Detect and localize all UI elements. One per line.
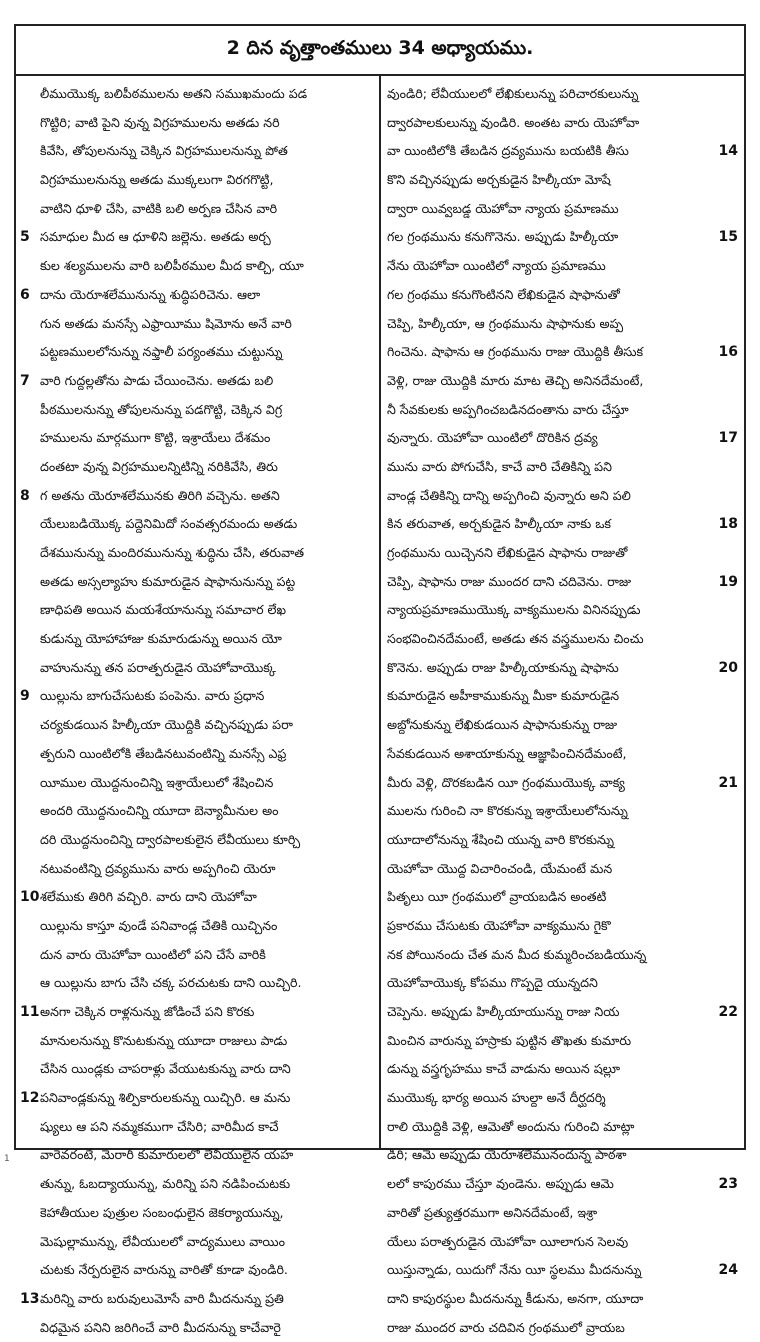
line-text: గొట్టిరి; వాటి పైని వున్న విగ్రహములను అతడు నరి <box>40 114 280 130</box>
line-text: త్పరుని యింటిలోకి తేబడినటువంటిన్ని మనస్సే ఎఫ్ర <box>40 745 287 761</box>
line-text: వున్నారు. యెహోవా యింటిలో దొరికిన ద్రవ్య <box>387 430 598 446</box>
line-text: దాను యెరూశలేమునున్ను శుద్ధిపరిచెను. ఆలా <box>40 286 261 302</box>
line-text: నీ సేవకులకు అప్పగించబడినదంతాను వారు చేస్తూ <box>387 401 629 417</box>
text-line <box>20 166 375 195</box>
line-text: గల గ్రంథము కనుగొంటినని లేఖికుడైన షాఫానుతో <box>387 286 620 302</box>
line-text: మరిన్ని వారు బరువులుమోసే వారి మీదనున్ను ప్రతి <box>40 1290 284 1306</box>
text-line <box>385 797 740 826</box>
text-line <box>385 969 740 998</box>
verse-number: 20 <box>718 659 738 676</box>
line-text: ణాధిపతి అయిన మయశేయానున్ను సమాచార లేఖ <box>40 602 286 618</box>
text-line <box>20 1314 375 1342</box>
verse-number: 16 <box>718 344 738 361</box>
line-text: గించెను. షాఫాను ఆ గ్రంథమును రాజు యొద్దికి తీసుక <box>387 344 644 360</box>
line-text: వెళ్లి, రాజు యొద్దికి మారు మాట తెచ్చి అనినదేమంటే, <box>387 372 644 388</box>
text-line <box>20 195 375 224</box>
line-text: మానులనున్ను కొనుటకున్ను యూదా రాజులు పాడు <box>40 1032 288 1048</box>
verse-number: 8 <box>20 487 30 504</box>
line-text: రాలి యొద్దికి వెళ్లి, ఆమెతో అందును గురించి మాట్లా <box>387 1118 635 1134</box>
line-text: ములను గురించి నా కొరకున్ను ఇశ్రాయేలులోనున్ను <box>387 803 628 819</box>
verse-number: 5 <box>20 229 30 246</box>
text-line <box>385 1027 740 1056</box>
left-column <box>16 76 381 1335</box>
text-line <box>20 998 375 1027</box>
line-text: డున్ను వస్త్రగృహము కాచే వాడును అయిన షల్లూ <box>387 1061 621 1077</box>
verse-number: 17 <box>718 430 738 447</box>
text-line <box>385 510 740 539</box>
line-text: చేసిన యిండ్లకు చాపరాళ్లు వేయుటకున్ను వారు దాని <box>40 1061 291 1077</box>
text-line <box>385 137 740 166</box>
line-text: దేశమునున్ను మందిరమునున్ను శుద్ధిను చేసి, తరువాత <box>40 545 305 560</box>
line-text: వారి గుద్దల్లతోను పాడు చేయించెను. అతడు బలి <box>40 372 274 388</box>
line-text: వాండ్ల చేతికిన్ని దాన్ని అప్పగించి వున్నారు అని పలి <box>387 487 631 503</box>
footer-mark: 1 <box>4 1154 10 1164</box>
line-text: యిల్లును కాస్తూ వుండే పనివాండ్ల చేతికి యిచ్చినం <box>40 917 278 933</box>
line-text: దున వారు యెహోవా యింటిలో పని చేసే వారికి <box>40 946 266 962</box>
line-text: విగ్రహములనున్ను అతడు ముక్కలుగా విరగగొట్టి, <box>40 172 274 188</box>
line-text: గున అతడు మనస్సే ఎఫ్రాయీము షిమోను అనే వారి <box>40 315 292 331</box>
text-line <box>385 482 740 511</box>
line-text: నటువంటిన్ని ద్రవ్యమును వారు అప్పగించి యెరూ <box>40 860 276 876</box>
text-line <box>385 883 740 912</box>
line-text: పనివాండ్లకున్ను శిల్పికారులకున్ను యిచ్చిరి. ఆ మను <box>40 1090 291 1106</box>
text-line <box>20 883 375 912</box>
text-line <box>20 769 375 798</box>
text-line <box>20 137 375 166</box>
right-column <box>381 76 744 1335</box>
line-text: గ్రంథమును యిచ్చెనని లేఖికుడైన షాఫాను రాజుతో <box>387 545 628 560</box>
line-text: యేలుబడియొక్క పద్దెనిమిదో సంవత్సరమందు అతడు <box>40 516 298 532</box>
text-line <box>20 969 375 998</box>
text-line <box>20 654 375 683</box>
text-line <box>20 80 375 109</box>
line-text: వారితో ప్రత్యుత్తరముగా అనినదేమంటే, ఇశ్రా <box>387 1204 598 1220</box>
text-line <box>20 453 375 482</box>
text-line <box>385 1084 740 1113</box>
text-line <box>385 568 740 597</box>
text-line <box>20 826 375 855</box>
verse-number: 19 <box>718 573 738 590</box>
text-line <box>385 166 740 195</box>
verse-number: 7 <box>20 372 30 389</box>
line-text: యిస్తున్నాడు, యిదుగో నేను యీ స్థలము మీదనున్ను <box>387 1262 642 1278</box>
line-text: కివేసి, తోపులనున్ను చెక్కిన విగ్రహములనున్ను పోత <box>40 143 288 159</box>
text-line <box>20 1084 375 1113</box>
text-line <box>20 596 375 625</box>
text-line <box>20 1055 375 1084</box>
line-text: కుడున్ను యోహాహాజు కుమారుడున్ను అయిన యో <box>40 631 282 647</box>
line-text: మించిన వారున్ను హస్రాకు పుట్టిన తొఖతు కుమారు <box>387 1032 632 1048</box>
line-text: సమాధుల మీద ఆ ధూళిని జల్లెను. అతడు అర్చ <box>40 229 271 245</box>
text-line <box>20 310 375 339</box>
text-line <box>385 252 740 281</box>
line-text: న్యాయప్రమాణముయొక్క వాక్యములను వినినప్పుడు <box>387 602 641 618</box>
line-text: వాటిని ధూళి చేసి, వాటికి బలి అర్పణ చేసిన వారి <box>40 200 278 216</box>
text-line <box>385 1199 740 1228</box>
line-text: ముయొక్క భార్య అయిన హుల్దా అనే దీర్ఘదర్శి <box>387 1090 606 1106</box>
line-text: ఆ యిల్లును బాగు చేసి చక్క పరచుటకు దాని యిచ్చిరి. <box>40 975 302 991</box>
line-text: ష్యులు ఆ పని నమ్మకముగా చేసిరి; వారిమీద కాచే <box>40 1118 279 1134</box>
text-line <box>385 1314 740 1342</box>
line-text: పట్టణములలోనున్ను నఫ్తాలీ పర్యంతము చుట్టున్ను <box>40 344 283 360</box>
line-text: హములను మార్గముగా కొట్టి, ఇశ్రాయేలు దేశమం <box>40 430 271 446</box>
verse-number: 11 <box>20 1004 40 1020</box>
text-line <box>385 1285 740 1314</box>
text-line <box>20 482 375 511</box>
text-line <box>385 80 740 109</box>
line-text: అనగా చెక్కిన రాళ్లనున్ను జోడించే పని కొరకు <box>40 1004 255 1019</box>
line-text: యెహోవా యొద్ద విచారించండి, యేమంటే మన <box>387 860 613 876</box>
line-text: దంతటా వున్న విగ్రహములన్నిటిన్ని నరికివేసి, తిరు <box>40 458 278 474</box>
line-text: దరి యొద్దనుంచిన్ని ద్వారపాలకులైన లేవీయులు కూర్చి <box>40 831 301 847</box>
text-line <box>385 1113 740 1142</box>
text-line <box>20 109 375 138</box>
line-text: యీముల యొద్దనుంచిన్ని ఇశ్రాయేలులో శేషించిన <box>40 774 274 790</box>
text-line <box>20 740 375 769</box>
verse-number: 9 <box>20 688 30 705</box>
text-line <box>385 1228 740 1257</box>
line-text: సేవకుడయిన అశాయాకున్ను ఆజ్ఞాపించినదేమంటే, <box>387 745 627 761</box>
text-line <box>20 941 375 970</box>
text-line <box>20 539 375 568</box>
line-text: మెషుల్లామున్ను, లేవీయులలో వాద్యములు వాయిం <box>40 1233 285 1249</box>
text-line <box>20 396 375 425</box>
text-line <box>20 424 375 453</box>
line-text: చర్యకుడయిన హిల్కీయా యొద్దికి వచ్చినప్పుడు పరా <box>40 717 293 733</box>
text-line <box>385 539 740 568</box>
text-line <box>20 682 375 711</box>
line-text: లీముయొక్క బలిపీఠములను అతని సముఖమందు పడ <box>40 86 308 101</box>
line-text: అందరి యొద్దనుంచిన్ని యూదా బెన్యామీనుల అం <box>40 803 279 819</box>
verse-number: 13 <box>20 1290 40 1307</box>
line-text: అబ్దోనుకున్ను లేఖికుడయిన షాఫానుకున్ను రాజు <box>387 717 618 733</box>
line-text: వాహునున్ను తన పరాత్పరుడైన యెహోవాయొక్క <box>40 659 276 675</box>
line-text: కుమారుడైన అహీకాముకున్ను మీకా కుమారుడైన <box>387 688 620 704</box>
text-line <box>20 625 375 654</box>
verse-number: 15 <box>718 229 738 246</box>
text-line <box>385 711 740 740</box>
text-line <box>20 1228 375 1257</box>
text-line <box>20 281 375 310</box>
line-text: పీఠములనున్ను తోపులనున్ను పడగొట్టి, చెక్కిన విగ్ర <box>40 401 283 417</box>
line-text: వా యింటిలోకి తేబడిన ద్రవ్యమును బయటికి తీసు <box>387 143 629 159</box>
text-line <box>385 769 740 798</box>
verse-number: 12 <box>20 1090 40 1107</box>
text-line <box>20 252 375 281</box>
text-line <box>385 338 740 367</box>
line-text: చెప్పెను. అప్పుడు హిల్కీయాయున్ను రాజు నియ <box>387 1004 620 1019</box>
line-text: లలో కాపురము చేస్తూ వుండెను. అప్పుడు ఆమె <box>387 1176 614 1192</box>
text-line <box>385 281 740 310</box>
text-line <box>385 596 740 625</box>
line-text: కొని వచ్చినప్పుడు అర్చకుడైన హిల్కీయా మోషే <box>387 172 611 188</box>
text-line <box>385 109 740 138</box>
text-line <box>20 711 375 740</box>
line-text: ప్రకారము చేసుటకు యెహోవా వాక్యమును గైకొ <box>387 917 611 933</box>
line-text: కిన తరువాత, అర్చకుడైన హిల్కీయా నాకు ఒక <box>387 516 611 532</box>
text-line <box>385 1256 740 1285</box>
line-text: అతడు అస్సల్యాహు కుమారుడైన షాఫానునున్ను పట్ట <box>40 573 296 589</box>
text-line <box>385 396 740 425</box>
page-title: 2 దిన వృత్తాంతములు 34 అధ్యాయము. <box>226 36 534 59</box>
verse-number: 14 <box>718 143 738 160</box>
line-text: వుండిరి; లేవీయులలో లేఖికులున్ను పరిచారకులున్ను <box>387 86 639 101</box>
line-text: నక పోయినందు చేత మన మీద కుమ్మరించబడియున్న <box>387 946 647 962</box>
line-text: తున్ను, ఓబద్యాయున్ను, మరిన్ని పని నడిపించుటకు <box>40 1176 291 1192</box>
line-text: సంభవించినదేమంటే, అతడు తన వస్త్రములను చించు <box>387 631 644 647</box>
text-line <box>20 223 375 252</box>
verse-number: 23 <box>718 1176 738 1193</box>
line-text: శలేముకు తిరిగి వచ్చిరి. వారు దాని యెహోవా <box>40 889 257 905</box>
text-line <box>385 998 740 1027</box>
text-line <box>20 1027 375 1056</box>
text-line <box>385 310 740 339</box>
text-line <box>385 1170 740 1199</box>
line-text: డిరి; ఆమె అప్పుడు యెరూశలేమునందున్న పాఠశా <box>387 1147 627 1163</box>
text-line <box>385 453 740 482</box>
line-text: యిల్లును బాగుచేసుటకు పంపెను. వారు ప్రధాన <box>40 688 265 704</box>
line-text: కుల శల్యములను వారి బలిపీఠముల మీద కాల్చి, యూ <box>40 258 304 274</box>
line-text: దాని కాపురస్థుల మీదనున్ను కీడును, అనగా, యూదా <box>387 1290 644 1306</box>
text-line <box>20 367 375 396</box>
text-line <box>20 338 375 367</box>
line-text: యెహోవాయొక్క కోపము గొప్పదై యున్నదని <box>387 975 598 991</box>
text-line <box>20 797 375 826</box>
text-line <box>385 195 740 224</box>
verse-number: 22 <box>718 1004 738 1020</box>
text-line <box>20 1199 375 1228</box>
line-text: కెహాతీయుల పుత్రుల సంబంధులైన జెకర్యాయున్ను, <box>40 1204 284 1220</box>
text-line <box>385 682 740 711</box>
text-line <box>20 1285 375 1314</box>
text-line <box>385 855 740 884</box>
text-line <box>385 826 740 855</box>
line-text: గల గ్రంథమును కనుగొనెను. అప్పుడు హిల్కీయా <box>387 229 619 245</box>
line-text: పితృలు యీ గ్రంథములో వ్రాయబడిన అంతటి <box>387 889 607 905</box>
text-line <box>385 654 740 683</box>
text-line <box>20 1170 375 1199</box>
text-line <box>20 510 375 539</box>
text-line <box>385 424 740 453</box>
line-text: నేను యెహోవా యింటిలో న్యాయ ప్రమాణము <box>387 258 606 274</box>
text-line <box>20 1256 375 1285</box>
verse-number: 6 <box>20 286 30 303</box>
line-text: చెప్పి, హిల్కీయా, ఆ గ్రంథమును షాఫానుకు అప్ప <box>387 315 624 331</box>
text-line <box>385 1055 740 1084</box>
line-text: ద్వారా యివ్వబడ్డ యెహోవా న్యాయ ప్రమాణము <box>387 200 619 216</box>
text-line <box>385 740 740 769</box>
line-text: యూదాలోనున్ను శేషించి యున్న వారి కొరకున్ను <box>387 831 614 847</box>
line-text: చెప్పి, షాఫాను రాజు ముందర దాని చదివెను. రాజు <box>387 573 632 589</box>
text-line <box>385 625 740 654</box>
text-line <box>385 912 740 941</box>
text-line <box>20 1113 375 1142</box>
line-text: యేలు పరాత్పరుడైన యెహోవా యీలాగున సెలవు <box>387 1233 629 1249</box>
line-text: కొనెను. అప్పుడు రాజు హిల్కీయాకున్ను షాఫాను <box>387 659 619 675</box>
line-text: మును వారు పోగుచేసి, కాచే వారి చేతికిన్ని పని <box>387 458 612 474</box>
text-line <box>20 912 375 941</box>
line-text: రాజు ముందర వారు చదివిన గ్రంథములో వ్రాయబ <box>387 1319 625 1335</box>
text-line <box>20 1141 375 1170</box>
line-text: విధమైన పనిని జరిగించే వారి మీదనున్ను కాచేవారై <box>40 1319 281 1335</box>
line-text: చుటకు నేర్పరులైన వారున్ను వారితో కూడా వుండిరి. <box>40 1262 288 1278</box>
text-line <box>385 941 740 970</box>
line-text: మీరు వెళ్లి, దొరకబడిన యీ గ్రంథముయొక్క వాక్య <box>387 774 625 790</box>
line-text: ద్వారపాలకులున్ను వుండిరి. అంతట వారు యెహోవా <box>387 114 640 130</box>
line-text: గ అతను యెరూశలేమునకు తిరిగి వచ్చెను. అతని <box>40 487 280 503</box>
verse-number: 18 <box>718 516 738 533</box>
text-line <box>385 367 740 396</box>
page-header <box>16 26 744 76</box>
verse-number: 24 <box>718 1262 738 1279</box>
text-line <box>20 855 375 884</box>
text-line <box>20 568 375 597</box>
page-frame <box>14 24 746 1335</box>
line-text: వారెవరంటే, మెరారీ కుమారులలో లేవీయులైన యహ <box>40 1147 294 1163</box>
verse-number: 21 <box>718 774 738 791</box>
text-line <box>385 223 740 252</box>
text-line <box>385 1141 740 1170</box>
verse-number: 10 <box>20 889 40 906</box>
